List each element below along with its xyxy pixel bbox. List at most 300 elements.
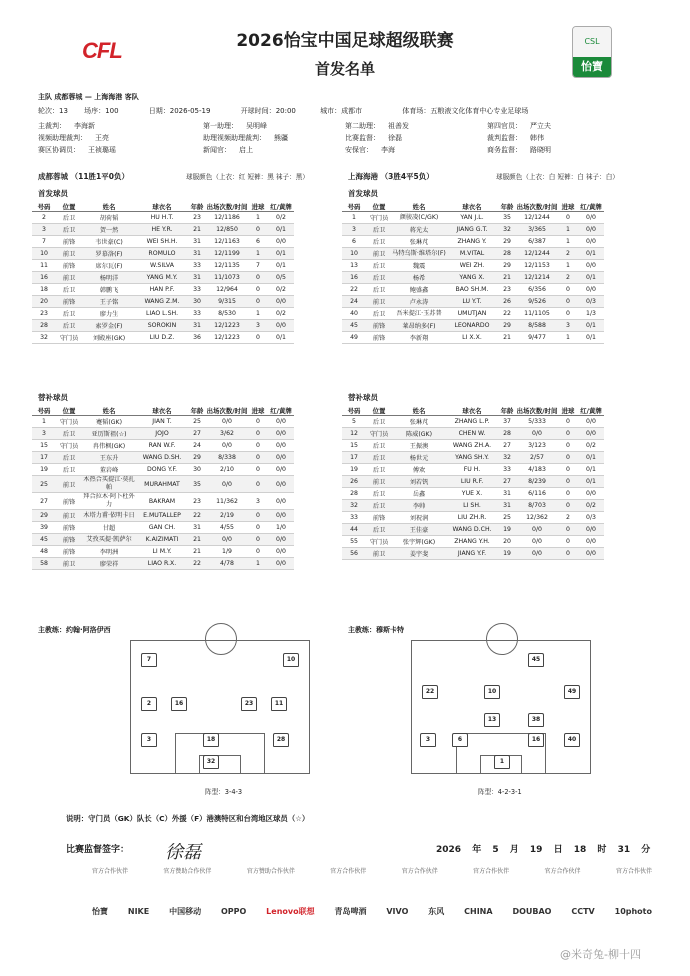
table-row <box>342 464 604 476</box>
table-row <box>342 512 604 524</box>
player-shirt-icon: 1 <box>494 755 510 769</box>
table-cell: 28 <box>342 488 366 500</box>
table-row <box>342 236 604 248</box>
table-row <box>32 428 294 440</box>
table-cell: 12/1223 <box>206 332 248 344</box>
table-cell: 12/1153 <box>516 260 558 272</box>
table-cell: 0/5 <box>268 272 294 284</box>
table-row <box>32 416 294 428</box>
table-row <box>342 500 604 512</box>
table-cell: 33 <box>188 260 206 272</box>
table-cell: 张琳芃 <box>392 236 446 248</box>
home-starters-table <box>32 201 294 344</box>
table-row <box>32 464 294 476</box>
table-row <box>342 212 604 224</box>
table-cell: 8/338 <box>206 452 248 464</box>
table-cell: 0 <box>558 308 578 320</box>
table-row <box>342 548 604 560</box>
table-cell: 1 <box>248 248 268 260</box>
match-details: 轮次：13 场序：100 日期：2026-05-19 开球时间：20:00 城市：成都市 体育场：五粮液文化体育中心专业足球场 <box>38 107 529 115</box>
table-cell: 后卫 <box>56 224 82 236</box>
table-cell: LIAO R.X. <box>136 558 188 570</box>
table-row <box>32 476 294 493</box>
table-cell: 0/1 <box>268 224 294 236</box>
table-cell: 1/3 <box>578 308 604 320</box>
table-cell: HAN P.F. <box>136 284 188 296</box>
table-cell: 2/10 <box>206 464 248 476</box>
table-cell: 后卫 <box>366 416 392 428</box>
table-cell: 陈威(GK) <box>392 428 446 440</box>
sponsor-logo: OPPO <box>220 906 247 916</box>
table-cell: 0/1 <box>268 260 294 272</box>
partner-label: 官方合作伙伴 <box>544 868 581 875</box>
table-cell: M.VITAL <box>446 248 498 260</box>
table-cell: 守门员 <box>56 416 82 428</box>
table-cell: 11 <box>32 260 56 272</box>
table-cell: 12 <box>342 428 366 440</box>
table-cell: 前卫 <box>366 248 392 260</box>
table-cell: 贺一然 <box>82 224 136 236</box>
table-cell: 蒋光太 <box>392 224 446 236</box>
table-cell: ZHANG L.P. <box>446 416 498 428</box>
player-shirt-icon: 40 <box>564 733 580 747</box>
table-cell: WANG ZH.A. <box>446 440 498 452</box>
column-header: 年龄 <box>498 405 516 416</box>
sponsor-logo: CCTV <box>571 906 595 916</box>
table-cell: 22 <box>498 308 516 320</box>
away-team-name: 上海海港 （3胜4平5负） <box>348 172 434 181</box>
table-cell: 31 <box>498 488 516 500</box>
official-entry: 比赛监督： 徐磊 <box>345 134 402 142</box>
table-cell: 王佳豪 <box>392 524 446 536</box>
away-formation: 阵型：4-2-3-1 <box>478 788 522 796</box>
table-row <box>32 320 294 332</box>
table-cell: 0/0 <box>268 493 294 510</box>
table-cell: 后卫 <box>366 488 392 500</box>
table-cell: 1 <box>32 416 56 428</box>
table-cell: 董岩峰 <box>82 464 136 476</box>
table-cell: 张琳芃 <box>392 416 446 428</box>
table-cell: 1 <box>248 558 268 570</box>
table-cell: ROMULO <box>136 248 188 260</box>
table-cell: 15 <box>342 440 366 452</box>
table-cell: LI X.X. <box>446 332 498 344</box>
home-subs-title: 替补球员 <box>38 393 68 402</box>
table-cell: 22 <box>188 558 206 570</box>
table-cell: 前锋 <box>56 296 82 308</box>
table-cell: 12/1186 <box>206 212 248 224</box>
table-cell: 王振澳 <box>392 440 446 452</box>
column-header: 位置 <box>56 405 82 416</box>
table-cell: 0/1 <box>578 248 604 260</box>
table-cell: 王子铭 <box>82 296 136 308</box>
table-cell: JOJO <box>136 428 188 440</box>
table-header <box>342 405 604 416</box>
table-cell: 8/703 <box>516 500 558 512</box>
table-cell: 前卫 <box>56 510 82 522</box>
official-entry: 助理视频助理裁判： 熊疆 <box>203 134 288 142</box>
table-cell: 0/1 <box>578 332 604 344</box>
table-cell: 岳鑫 <box>392 488 446 500</box>
official-entry: 新闻官： 启上 <box>203 146 253 154</box>
column-header: 进球 <box>248 201 268 212</box>
sponsor-logo: 青岛啤酒 <box>334 906 367 916</box>
official-entry: 第一助理： 吴明峰 <box>203 122 267 130</box>
column-header: 姓名 <box>82 201 136 212</box>
official-entry: 商务监督： 路晓明 <box>487 146 551 154</box>
table-cell: 39 <box>32 522 56 534</box>
sponsor-logo: 10photo <box>614 906 652 916</box>
table-cell: 前锋 <box>56 493 82 510</box>
table-cell: 前锋 <box>56 522 82 534</box>
table-cell: 后卫 <box>366 308 392 320</box>
table-cell: 蹇韬(GK) <box>82 416 136 428</box>
table-header <box>32 201 294 212</box>
table-cell: 木热合买提江·莫扎帕 <box>83 476 135 491</box>
home-starters-title: 首发球员 <box>38 189 68 198</box>
table-cell: 后卫 <box>56 452 82 464</box>
table-row <box>32 224 294 236</box>
table-cell: 45 <box>342 320 366 332</box>
table-cell: YUE X. <box>446 488 498 500</box>
table-cell: 9/315 <box>206 296 248 308</box>
player-shirt-icon: 28 <box>273 733 289 747</box>
table-cell: 前锋 <box>366 332 392 344</box>
table-cell: 0 <box>248 284 268 296</box>
table-cell: ZHANG Y. <box>446 236 498 248</box>
column-header: 出场次数/时间 <box>516 406 558 415</box>
table-cell: 韦世豪(C) <box>82 236 136 248</box>
table-cell: 马特乌斯·维塔尔(F) <box>392 248 446 260</box>
table-cell: 18 <box>32 284 56 296</box>
sponsor-logo: 东风 <box>428 906 445 916</box>
player-shirt-icon: 49 <box>564 685 580 699</box>
table-cell: 0/1 <box>578 452 604 464</box>
table-cell: FU H. <box>446 464 498 476</box>
table-cell: 0/0 <box>268 534 294 546</box>
table-cell: 后卫 <box>56 428 82 440</box>
table-row <box>32 260 294 272</box>
table-cell: BAO SH.M. <box>446 284 498 296</box>
table-row <box>32 452 294 464</box>
column-header: 球衣名 <box>446 405 498 416</box>
table-cell: 0/0 <box>206 440 248 452</box>
table-cell: 0/0 <box>578 212 604 224</box>
home-formation: 阵型：3-4-3 <box>205 788 243 796</box>
table-cell: 32 <box>498 452 516 464</box>
player-shirt-icon: 22 <box>422 685 438 699</box>
table-cell: 1/0 <box>268 522 294 534</box>
cfl-logo: CFL <box>82 38 122 63</box>
official-entry: 主裁判： 李海新 <box>38 122 95 130</box>
table-cell: 亚历斯祖(☆) <box>82 428 136 440</box>
table-cell: LIU D.Z. <box>136 332 188 344</box>
table-cell: SOROKIN <box>136 320 188 332</box>
table-row <box>32 493 294 510</box>
table-cell: 2 <box>32 212 56 224</box>
table-cell: YANG X. <box>446 272 498 284</box>
table-cell: 0/0 <box>578 284 604 296</box>
table-cell: WANG D.SH. <box>136 452 188 464</box>
table-cell: 45 <box>32 534 56 546</box>
partner-label: 官方合作伙伴 <box>615 868 652 875</box>
table-cell: 0 <box>558 428 578 440</box>
table-cell: 杨明洋 <box>82 272 136 284</box>
sponsor-logo: NIKE <box>127 906 150 916</box>
table-cell: 33 <box>498 464 516 476</box>
table-cell: 0/0 <box>578 488 604 500</box>
table-cell: 2/57 <box>516 452 558 464</box>
table-cell: 冉伟枫(GK) <box>82 440 136 452</box>
table-cell: 姜宇斐 <box>392 548 446 560</box>
table-cell: 甘超 <box>82 522 136 534</box>
table-cell: RAN W.F. <box>136 440 188 452</box>
table-cell: 0/0 <box>268 546 294 558</box>
table-cell: 0 <box>558 440 578 452</box>
table-cell: 27 <box>32 493 56 510</box>
away-subs-title: 替补球员 <box>348 393 378 402</box>
column-header: 出场次数/时间 <box>516 202 558 211</box>
table-cell: WANG D.CH. <box>446 524 498 536</box>
official-entry: 赛区协调员： 王祯璐瑶 <box>38 146 116 154</box>
table-cell: 6/387 <box>516 236 558 248</box>
table-cell: 58 <box>32 558 56 570</box>
table-cell: 11/1105 <box>516 308 558 320</box>
table-row <box>342 248 604 260</box>
table-cell: 0/0 <box>268 510 294 522</box>
table-cell: 12/1214 <box>516 272 558 284</box>
signature: 徐磊 <box>165 842 201 863</box>
table-cell: 守门员 <box>366 212 392 224</box>
table-cell: 罗慕洛(F) <box>82 248 136 260</box>
table-cell: 后卫 <box>56 308 82 320</box>
away-formation-pitch <box>411 640 591 774</box>
table-cell: 31 <box>188 236 206 248</box>
table-cell: 0 <box>248 510 268 522</box>
table-row <box>32 510 294 522</box>
player-shirt-icon: 10 <box>283 653 299 667</box>
table-cell: 刘若钒 <box>392 476 446 488</box>
partner-label: 官方合作伙伴 <box>330 868 367 875</box>
away-starters-table <box>342 201 604 344</box>
player-shirt-icon: 3 <box>420 733 436 747</box>
away-coach: 主教练：穆斯卡特 <box>348 626 404 634</box>
table-cell: 索罗金(F) <box>82 320 136 332</box>
table-cell: 27 <box>188 428 206 440</box>
table-cell: 0/3 <box>578 296 604 308</box>
player-shirt-icon: 3 <box>141 733 157 747</box>
player-shirt-icon: 7 <box>141 653 157 667</box>
table-cell: 11/1073 <box>206 272 248 284</box>
table-row <box>32 248 294 260</box>
table-cell: 前锋 <box>366 320 392 332</box>
table-cell: 1 <box>248 212 268 224</box>
partner-label: 官方合作伙伴 <box>473 868 510 875</box>
table-cell: 0/0 <box>578 428 604 440</box>
table-cell: 56 <box>342 548 366 560</box>
table-cell: 0/3 <box>578 512 604 524</box>
table-cell: 0/0 <box>268 320 294 332</box>
table-cell: 12/1199 <box>206 248 248 260</box>
table-cell: 13 <box>342 260 366 272</box>
table-row <box>32 236 294 248</box>
table-cell: 3/62 <box>206 428 248 440</box>
table-cell: 后卫 <box>366 224 392 236</box>
table-cell: 11/362 <box>206 493 248 510</box>
table-cell: 49 <box>342 332 366 344</box>
table-cell: 0 <box>558 536 578 548</box>
table-cell: 19 <box>342 464 366 476</box>
player-shirt-icon: 32 <box>203 755 219 769</box>
table-cell: 4/55 <box>206 522 248 534</box>
partners-row <box>92 866 652 875</box>
table-cell: 0/0 <box>516 428 558 440</box>
table-row <box>32 296 294 308</box>
table-cell: GAN CH. <box>136 522 188 534</box>
table-cell: 傅欢 <box>392 464 446 476</box>
table-cell: 1 <box>558 332 578 344</box>
table-cell: 22 <box>188 510 206 522</box>
table-cell: 前锋 <box>56 260 82 272</box>
player-shirt-icon: 6 <box>452 733 468 747</box>
table-row <box>342 452 604 464</box>
table-cell: 0 <box>558 488 578 500</box>
table-row <box>342 440 604 452</box>
table-cell: 33 <box>188 284 206 296</box>
table-cell: K.AIZIMATI <box>136 534 188 546</box>
table-cell: 守门员 <box>366 536 392 548</box>
table-cell: 后卫 <box>366 440 392 452</box>
table-cell: 后卫 <box>56 464 82 476</box>
table-cell: YAN J.L. <box>446 212 498 224</box>
table-row <box>32 534 294 546</box>
table-cell: 3 <box>558 320 578 332</box>
table-cell: 3 <box>248 493 268 510</box>
player-shirt-icon: 13 <box>484 713 500 727</box>
table-row <box>32 284 294 296</box>
table-row <box>342 536 604 548</box>
table-cell: 31 <box>188 320 206 332</box>
table-cell: 35 <box>498 212 516 224</box>
table-cell: 12/850 <box>206 224 248 236</box>
table-cell: 0 <box>248 534 268 546</box>
table-cell: 21 <box>498 272 516 284</box>
player-shirt-icon: 45 <box>528 653 544 667</box>
table-cell: 7 <box>248 260 268 272</box>
table-row <box>342 488 604 500</box>
table-cell: LEONARDO <box>446 320 498 332</box>
table-cell: 1 <box>248 308 268 320</box>
home-formation-pitch <box>130 640 310 774</box>
table-cell: 0 <box>248 428 268 440</box>
table-cell: 0/0 <box>268 416 294 428</box>
table-cell: 12/1163 <box>206 236 248 248</box>
table-cell: 0/1 <box>578 320 604 332</box>
table-cell: 守门员 <box>56 332 82 344</box>
table-cell: 0 <box>248 332 268 344</box>
table-row <box>32 272 294 284</box>
table-cell: 卢永涛 <box>392 296 446 308</box>
table-cell: JIANG G.T. <box>446 224 498 236</box>
sponsor-logo: CHINA <box>464 906 493 916</box>
csl-logo: CSL 怡寶 <box>572 26 612 78</box>
table-cell: 0 <box>558 296 578 308</box>
table-cell: 吾米提江·玉苏普 <box>392 308 446 320</box>
table-cell: 0/2 <box>578 500 604 512</box>
table-cell: 29 <box>498 260 516 272</box>
table-cell: 16 <box>342 272 366 284</box>
table-cell: 0/1 <box>578 464 604 476</box>
table-cell: 0/0 <box>578 236 604 248</box>
table-cell: 前锋 <box>56 534 82 546</box>
table-cell: 40 <box>342 308 366 320</box>
table-cell: 张宇辉(GK) <box>392 536 446 548</box>
table-cell: 31 <box>498 500 516 512</box>
officials-grid <box>38 122 658 155</box>
table-cell: 0 <box>558 548 578 560</box>
table-cell: 后卫 <box>366 500 392 512</box>
table-header <box>32 405 294 416</box>
table-cell: 36 <box>188 332 206 344</box>
table-cell: 胡荷韬 <box>82 212 136 224</box>
table-cell: 后卫 <box>366 260 392 272</box>
legend: 说明：守门员（GK）队长（C）外援（F）港澳特区和台湾地区球员（☆） <box>66 814 310 823</box>
table-cell: 0 <box>558 524 578 536</box>
player-shirt-icon: 38 <box>528 713 544 727</box>
page-subtitle: 首发名单 <box>314 60 375 78</box>
table-cell: 27 <box>498 440 516 452</box>
column-header: 球衣名 <box>446 201 498 212</box>
table-cell: 3/123 <box>516 440 558 452</box>
table-cell: 前卫 <box>56 558 82 570</box>
table-cell: 8/588 <box>516 320 558 332</box>
table-cell: 0/0 <box>268 440 294 452</box>
table-cell: 25 <box>188 416 206 428</box>
table-cell: 7 <box>32 236 56 248</box>
table-cell: 后卫 <box>56 212 82 224</box>
official-entry: 第二助理： 祖善发 <box>345 122 409 130</box>
table-cell: 20 <box>32 296 56 308</box>
table-cell: 26 <box>342 476 366 488</box>
table-cell: 李新翔 <box>392 332 446 344</box>
table-cell: CHEN W. <box>446 428 498 440</box>
table-cell: 8/239 <box>516 476 558 488</box>
table-cell: 0/0 <box>206 416 248 428</box>
table-header <box>342 201 604 212</box>
table-cell: 22 <box>342 284 366 296</box>
table-cell: 0 <box>248 546 268 558</box>
column-header: 位置 <box>56 201 82 212</box>
table-cell: 55 <box>342 536 366 548</box>
table-cell: 3 <box>32 428 56 440</box>
table-cell: 后卫 <box>366 452 392 464</box>
table-cell: 0 <box>558 452 578 464</box>
column-header: 号码 <box>342 405 366 416</box>
table-cell: 31 <box>188 272 206 284</box>
column-header: 位置 <box>366 201 392 212</box>
table-cell: 0 <box>248 476 268 493</box>
table-cell: 2 <box>558 512 578 524</box>
table-cell: 0/1 <box>578 476 604 488</box>
official-entry: 安保官： 李海 <box>345 146 395 154</box>
table-cell: 0/0 <box>268 476 294 493</box>
table-cell: 0/0 <box>516 536 558 548</box>
table-cell: 29 <box>32 510 56 522</box>
table-cell: 莱昂纳多(F) <box>392 320 446 332</box>
away-kit: 球服颜色（上衣：白 短裤：白 袜子：白） <box>496 173 619 181</box>
table-cell: 29 <box>498 320 516 332</box>
table-cell: 8/530 <box>206 308 248 320</box>
